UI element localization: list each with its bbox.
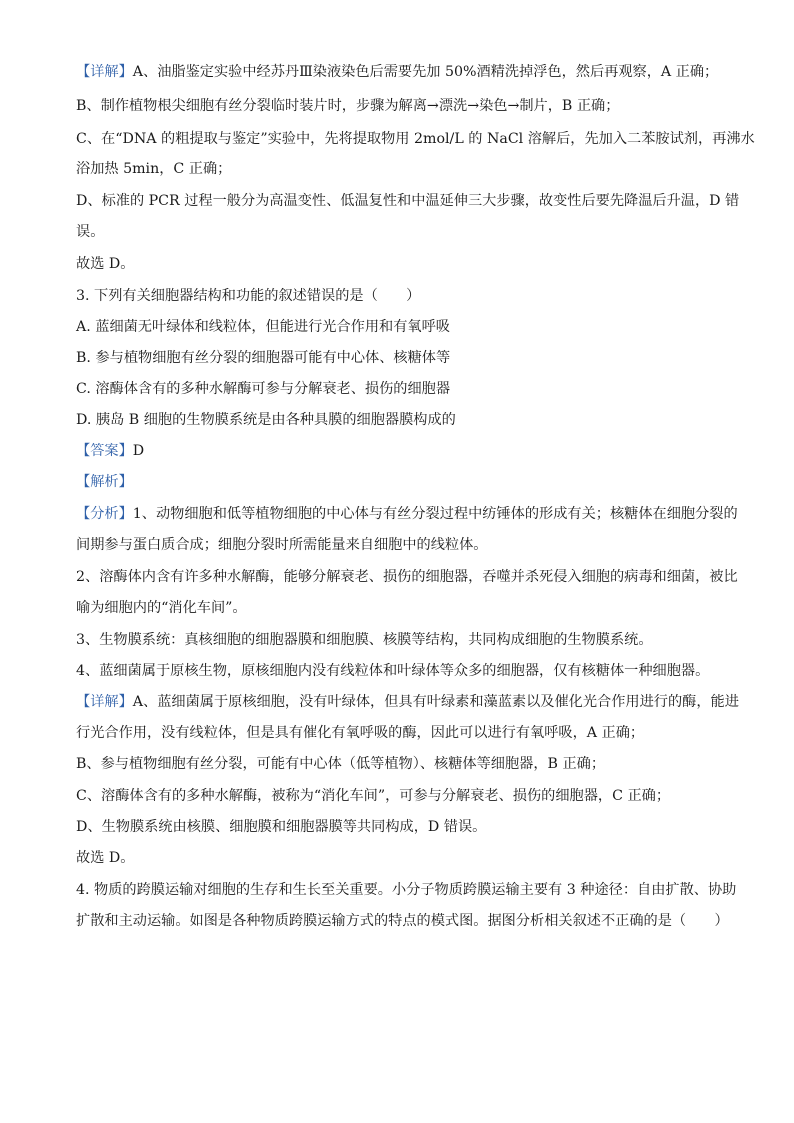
q3-detail-a2: 行光合作用，没有线粒体，但是具有催化有氧呼吸的酶，因此可以进行有氧呼吸，A 正确； xyxy=(76,725,645,741)
answer-value: D xyxy=(132,443,145,459)
q2-detail-line-b: B、制作植物根尖细胞有丝分裂临时装片时，步骤为解离→漂洗→染色→制片，B 正确； xyxy=(76,98,620,114)
q3-fenxi-2a: 2、溶酶体内含有许多种水解酶，能够分解衰老、损伤的细胞器，吞噬并杀死侵入细胞的病毒和细菌，被比 xyxy=(76,569,738,585)
q3-option-b: B. 参与植物细胞有丝分裂的细胞器可能有中心体、核糖体等 xyxy=(76,350,451,366)
detail-tag: 【详解】 xyxy=(76,64,133,80)
answer-tag: 【答案】 xyxy=(76,443,133,459)
q4-stem-line-2: 扩散和主动运输。如图是各种物质跨膜运输方式的特点的模式图。据图分析相关叙述不正确的是（ ） xyxy=(76,913,729,929)
q3-detail-b: B、参与植物细胞有丝分裂，可能有中心体（低等植物）、核糖体等细胞器，B 正确； xyxy=(76,756,606,772)
q2-detail-line-a: 【详解】A、油脂鉴定实验中经苏丹Ⅲ染液染色后需要先加 50%酒精洗掉浮色，然后再观察，A 正确； xyxy=(76,64,719,80)
q3-fenxi-1b: 间期参与蛋白质合成；细胞分裂时所需能量来自细胞中的线粒体。 xyxy=(76,537,488,553)
q3-fenxi-2b: 喻为细胞内的“消化车间”。 xyxy=(76,600,247,616)
q3-fenxi-1a: 【分析】1、动物细胞和低等植物细胞的中心体与有丝分裂过程中纺锤体的形成有关；核糖体在细胞分裂的 xyxy=(76,506,738,522)
q3-answer xyxy=(76,441,144,461)
q3-fenxi-3: 3、生物膜系统：真核细胞的细胞器膜和细胞膜、核膜等结构，共同构成细胞的生物膜系统。 xyxy=(76,632,653,648)
q3-detail-d: D、生物膜系统由核膜、细胞膜和细胞器膜等共同构成，D 错误。 xyxy=(76,819,487,835)
q3-option-d: D. 胰岛 B 细胞的生物膜系统是由各种具膜的细胞器膜构成的 xyxy=(76,412,456,428)
q3-stem: 3. 下列有关细胞器结构和功能的叙述错误的是（ ） xyxy=(76,288,421,304)
q3-conclusion: 故选 D。 xyxy=(76,850,135,866)
q2-detail-line-c1: C、在“DNA 的粗提取与鉴定”实验中，先将提取物用 2mol/L 的 NaCl 溶解后，先加入二苯胺试剂，再沸水 xyxy=(76,131,755,147)
q3-analysis-tag: 【解析】 xyxy=(76,474,133,490)
q4-stem-line-1: 4. 物质的跨膜运输对细胞的生存和生长至关重要。小分子物质跨膜运输主要有 3 种途径：自由扩散、协助 xyxy=(76,882,737,898)
detail-tag: 【详解】 xyxy=(76,694,133,710)
q3-detail-c: C、溶酶体含有的多种水解酶，被称为“消化车间”，可参与分解衰老、损伤的细胞器，C 正确； xyxy=(76,788,671,804)
q2-detail-line-d1: D、标准的 PCR 过程一般分为高温变性、低温复性和中温延伸三大步骤，故变性后要先降温后升温，D 错 xyxy=(76,193,740,209)
q3-option-a: A. 蓝细菌无叶绿体和线粒体，但能进行光合作用和有氧呼吸 xyxy=(76,319,450,335)
q2-conclusion: 故选 D。 xyxy=(76,256,135,272)
q3-detail-a1: 【详解】A、蓝细菌属于原核细胞，没有叶绿体，但具有叶绿素和藻蓝素以及催化光合作用进行的酶，能进 xyxy=(76,694,739,710)
q2-detail-line-d2: 误。 xyxy=(76,224,105,240)
fenxi-tag: 【分析】 xyxy=(76,506,133,522)
q3-option-c: C. 溶酶体含有的多种水解酶可参与分解衰老、损伤的细胞器 xyxy=(76,381,451,397)
q3-fenxi-4: 4、蓝细菌属于原核生物，原核细胞内没有线粒体和叶绿体等众多的细胞器，仅有核糖体一种细胞器。 xyxy=(76,663,710,679)
q2-detail-line-c2: 浴加热 5min，C 正确； xyxy=(76,161,232,177)
